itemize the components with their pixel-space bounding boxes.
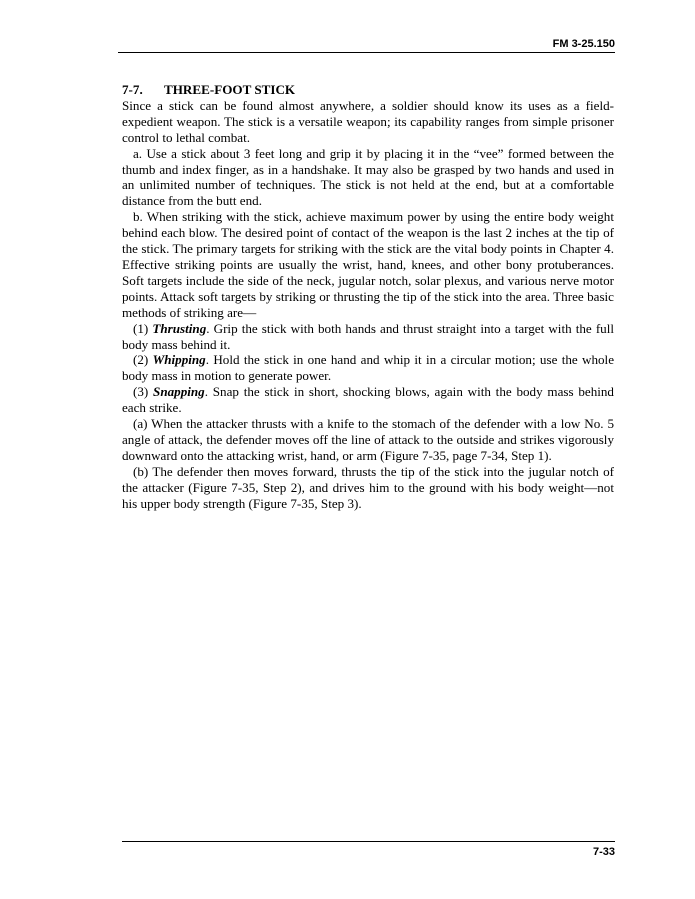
intro-paragraph: Since a stick can be found almost anywhere, a soldier should know its uses as a field-expedient weapon. The stick is a versatile weapon; its capability ranges from simple prisoner control to lethal combat. [122,97,614,145]
footer-rule [122,841,615,842]
method-number: (2) [133,352,149,368]
method-thrusting [122,321,614,353]
step-a-paragraph: (a) When the attacker thrusts with a knife to the stomach of the defender with a low No. 5 angle of attack, the defender moves off the line of attack to the outside and strikes vigorously downward onto the attacking wrist, hand, or arm (Figure 7-35, page 7-34, Step 1). [122,416,614,463]
method-text: . Hold the stick in one hand and whip it in a circular motion; use the whole body mass in motion to generate power. [122,352,615,384]
header-rule [118,52,615,53]
method-term: Thrusting [152,320,207,336]
method-text: . Grip the stick with both hands and thrust straight into a target with the full body mass behind it. [122,320,615,352]
section-number: 7-7. [122,82,143,97]
method-number: (3) [133,384,149,400]
section-title: THREE-FOOT STICK [164,82,296,97]
step-b-paragraph: (b) The defender then moves forward, thrusts the tip of the stick into the jugular notch of the attacker (Figure 7-35, Step 2), and drives him to the ground with his body weight—not his upper body strength (Figure 7-35, Step 3). [122,463,614,511]
page-content [122,82,614,511]
method-whipping [122,352,614,384]
method-text: . Snap the stick in short, shocking blows, again with the body mass behind each strike. [122,384,614,416]
manual-id: FM 3-25.150 [552,38,615,50]
page-number: 7-33 [592,846,615,858]
paragraph-a: a. Use a stick about 3 feet long and grip it by placing it in the “vee” formed between the thumb and index finger, as in a handshake. It may also be grasped by two hands and used in an unlimited number of techniques. The stick is not held at the end, but at a comfortable distance from the butt end. [122,145,614,209]
method-snapping [122,384,614,416]
section-heading [122,82,614,98]
method-number: (1) [133,320,149,336]
method-term: Whipping [152,352,206,368]
method-term: Snapping [153,384,205,400]
paragraph-b: b. When striking with the stick, achieve maximum power by using the entire body weight behind each blow. The desired point of contact of the weapon is the last 2 inches at the tip of the stick. The primary targets for striking with the stick are the vital body points in Chapter 4. Effective striking points are usually the wrist, hand, knees, and other bony protuberances. Soft targets include the side of the neck, jugular notch, solar plexus, and various nerve motor points. Attack soft targets by striking or thrusting the tip of the stick into the area. Three basic methods of striking are— [122,209,614,320]
